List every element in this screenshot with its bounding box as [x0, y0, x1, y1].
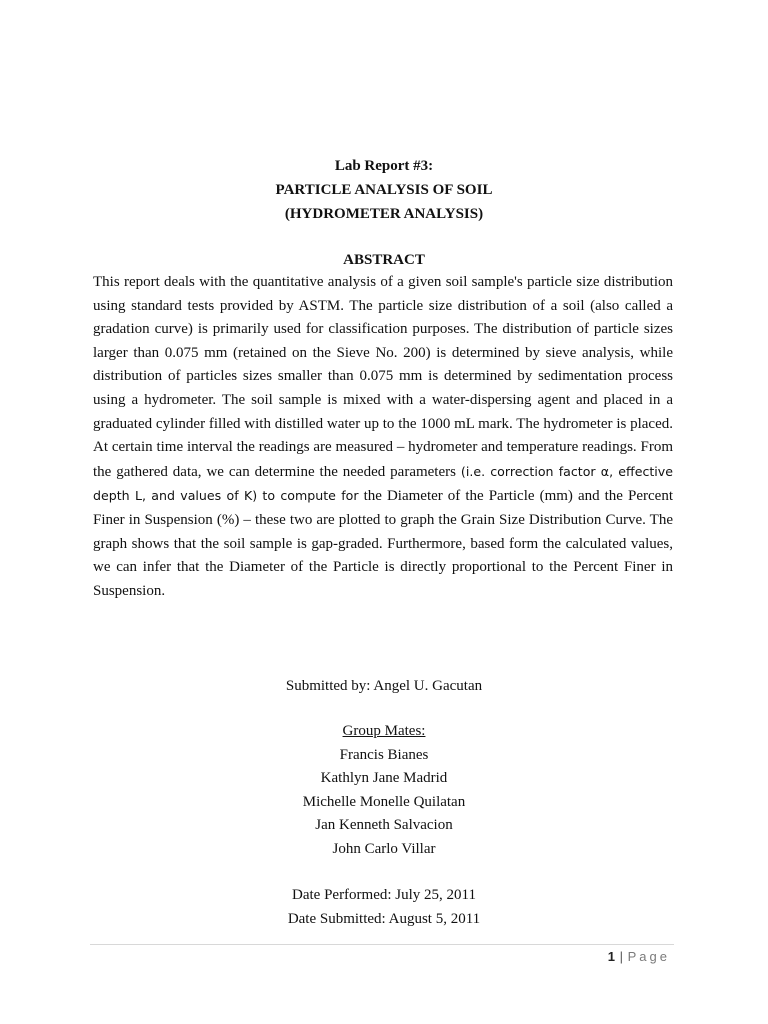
report-title	[0, 154, 768, 226]
footer-divider	[90, 944, 674, 945]
page-footer	[608, 948, 670, 966]
report-main-title: PARTICLE ANALYSIS OF SOIL	[275, 182, 493, 198]
group-mates-block	[0, 720, 768, 862]
group-mates-heading: Group Mates:	[342, 723, 426, 739]
report-number: Lab Report #3:	[334, 158, 434, 174]
page-separator: |	[615, 949, 628, 964]
dates-block	[0, 884, 768, 931]
page-label: Page	[627, 949, 670, 964]
abstract-heading: ABSTRACT	[343, 252, 425, 268]
abstract-text-part-3: the Diameter of the Particle (mm) and the Percent Finer in Suspension (%) – these two are plotted to graph the Grain Size Distribution Curve. The graph shows that the soil sample is gap-graded. Furthermore, based form the calculated values, we can infer that the Diameter of the Particle is directly proportional to the Percent Finer in Suspension.	[93, 488, 673, 599]
page-number: 1	[607, 949, 616, 964]
group-mate: Kathlyn Jane Madrid	[320, 770, 448, 787]
group-mate: Jan Kenneth Salvacion	[315, 817, 453, 834]
group-mate: Michelle Monelle Quilatan	[302, 793, 466, 810]
group-mate: John Carlo Villar	[332, 840, 436, 857]
report-subtitle: (HYDROMETER ANALYSIS)	[284, 206, 484, 222]
submitted-by: Submitted by: Angel U. Gacutan	[285, 678, 483, 694]
date-submitted: Date Submitted: August 5, 2011	[287, 910, 481, 927]
group-mate: Francis Bianes	[339, 746, 429, 763]
abstract-paragraph	[93, 271, 673, 603]
date-performed: Date Performed: July 25, 2011	[292, 887, 476, 903]
abstract-text-part-1: This report deals with the quantitative analysis of a given soil sample's particle size distribution using standard tests provided by ASTM. The particle size distribution of a soil (also called a gradation curve) is primarily used for classification purposes. The distribution of particle sizes larger than 0.075 mm (retained on the Sieve No. 200) is determined by sieve analysis, while distribution of particles sizes smaller than 0.075 mm is determined by sedimentation process using a hydrometer. The soil sample is mixed with a water-dispersing agent and placed in a graduated cylinder filled with distilled water up to the 1000 mL mark. The hydrometer is placed. At certain time interval the readings are measured – hydrometer and temperature readings. From the gathered data, we can determine the needed parameters	[93, 274, 673, 480]
abstract-text-part-2: (i.e. correction factor α, effective depth L, and values of K) to compute for	[93, 463, 674, 504]
